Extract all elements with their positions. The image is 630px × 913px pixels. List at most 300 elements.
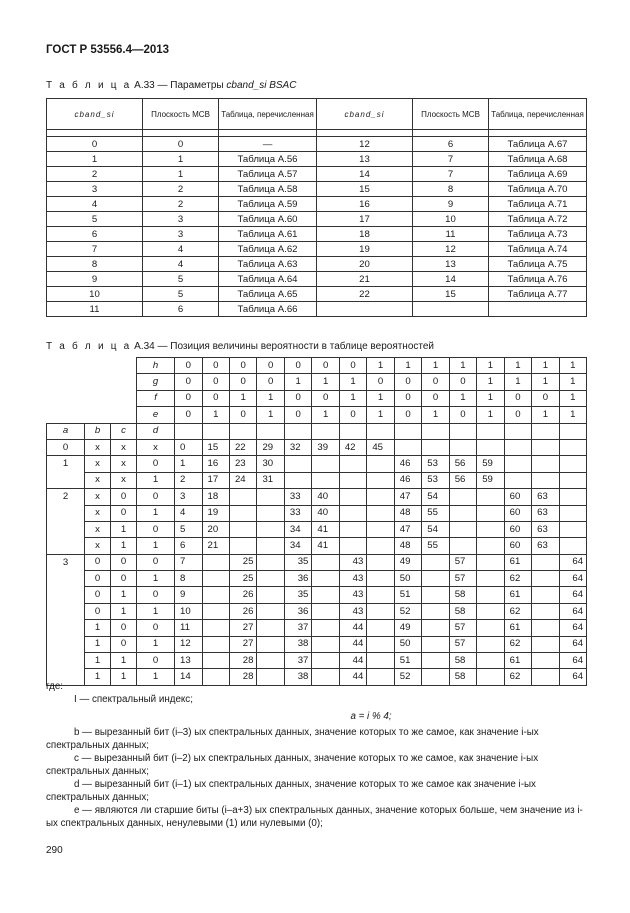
bit-value: 0 bbox=[339, 407, 366, 423]
bit-value: 1 bbox=[504, 358, 531, 374]
table-cell: 1 bbox=[47, 152, 143, 167]
bcd-value: 0 bbox=[111, 636, 137, 652]
position-value bbox=[532, 653, 559, 669]
position-value bbox=[422, 439, 449, 455]
position-value: 29 bbox=[257, 439, 284, 455]
position-value: 46 bbox=[394, 472, 421, 488]
empty-cell bbox=[202, 423, 229, 439]
header-bit-row bbox=[47, 407, 587, 423]
position-value: 62 bbox=[504, 636, 531, 652]
position-value bbox=[312, 472, 339, 488]
position-value: 21 bbox=[202, 538, 229, 554]
table-cell: 12 bbox=[317, 137, 413, 152]
table-cell: 0 bbox=[143, 137, 219, 152]
position-value bbox=[257, 636, 284, 652]
position-value: 59 bbox=[477, 456, 504, 472]
position-value bbox=[229, 538, 256, 554]
position-value bbox=[477, 439, 504, 455]
bcd-value: x bbox=[111, 456, 137, 472]
a-value: 0 bbox=[47, 439, 85, 455]
position-value bbox=[367, 505, 394, 521]
bit-value: 0 bbox=[257, 374, 284, 390]
position-value: 11 bbox=[175, 620, 202, 636]
bcd-value: 0 bbox=[137, 554, 175, 570]
position-value: 64 bbox=[559, 669, 586, 685]
table-cell: Таблица A.64 bbox=[219, 272, 317, 287]
table-cell: 21 bbox=[317, 272, 413, 287]
position-value: 58 bbox=[449, 669, 476, 685]
position-value: 51 bbox=[394, 587, 421, 603]
position-value bbox=[559, 489, 586, 505]
table-row bbox=[47, 227, 587, 242]
table-cell: Таблица A.63 bbox=[219, 257, 317, 272]
table-cell: 1 bbox=[143, 167, 219, 182]
position-value: 10 bbox=[175, 603, 202, 619]
bcd-value: 0 bbox=[85, 554, 111, 570]
position-value bbox=[202, 571, 229, 587]
position-value bbox=[257, 620, 284, 636]
table-a33 bbox=[46, 98, 587, 317]
bit-value: 1 bbox=[559, 374, 586, 390]
bcd-value: 1 bbox=[111, 538, 137, 554]
position-value bbox=[559, 505, 586, 521]
bit-label: f bbox=[137, 390, 175, 406]
position-value: 6 bbox=[175, 538, 202, 554]
position-value bbox=[367, 472, 394, 488]
position-value: 40 bbox=[312, 505, 339, 521]
a-value bbox=[47, 571, 85, 587]
position-value: 9 bbox=[175, 587, 202, 603]
bit-value: 1 bbox=[504, 374, 531, 390]
table-row bbox=[47, 521, 587, 537]
def-i: I — спектральный индекс; bbox=[74, 694, 193, 705]
position-value: 13 bbox=[175, 653, 202, 669]
position-value bbox=[339, 521, 366, 537]
position-value: 58 bbox=[449, 587, 476, 603]
bcd-value: 1 bbox=[85, 669, 111, 685]
bit-value: 0 bbox=[394, 390, 421, 406]
bcd-value: 1 bbox=[85, 636, 111, 652]
table-cell: Таблица A.70 bbox=[489, 182, 587, 197]
position-value bbox=[312, 456, 339, 472]
table-cell: 4 bbox=[47, 197, 143, 212]
bit-value: 0 bbox=[504, 407, 531, 423]
table-row bbox=[47, 439, 587, 455]
bcd-value: x bbox=[85, 456, 111, 472]
empty-cell bbox=[312, 423, 339, 439]
position-value: 63 bbox=[532, 505, 559, 521]
position-value bbox=[367, 571, 394, 587]
position-value bbox=[449, 505, 476, 521]
table-cell: 7 bbox=[413, 152, 489, 167]
position-value: 60 bbox=[504, 521, 531, 537]
position-value: 57 bbox=[449, 636, 476, 652]
bit-value: 0 bbox=[504, 390, 531, 406]
position-value bbox=[339, 472, 366, 488]
bit-value: 0 bbox=[449, 374, 476, 390]
table-cell: 1 bbox=[143, 152, 219, 167]
position-value: 52 bbox=[394, 669, 421, 685]
table-cell: Таблица A.71 bbox=[489, 197, 587, 212]
bit-value: 1 bbox=[229, 390, 256, 406]
position-value bbox=[449, 439, 476, 455]
position-value: 54 bbox=[422, 521, 449, 537]
empty-cell bbox=[449, 423, 476, 439]
caption-number: А.33 — Параметры bbox=[131, 80, 227, 91]
table-cell: 11 bbox=[47, 302, 143, 317]
position-value bbox=[284, 456, 311, 472]
position-value bbox=[367, 636, 394, 652]
position-value: 45 bbox=[367, 439, 394, 455]
table-cell: 19 bbox=[317, 242, 413, 257]
a-value: 1 bbox=[47, 456, 85, 472]
position-value bbox=[422, 571, 449, 587]
empty-cell bbox=[284, 423, 311, 439]
position-value bbox=[504, 439, 531, 455]
position-value: 20 bbox=[202, 521, 229, 537]
empty-cell bbox=[175, 423, 202, 439]
bit-value: 0 bbox=[422, 390, 449, 406]
bcd-value: 0 bbox=[111, 571, 137, 587]
empty-corner bbox=[47, 390, 137, 406]
position-value: 58 bbox=[449, 603, 476, 619]
table-cell: 4 bbox=[143, 257, 219, 272]
empty-cell bbox=[229, 423, 256, 439]
bcd-value: 0 bbox=[85, 603, 111, 619]
bit-value: 1 bbox=[559, 407, 586, 423]
a-value: 2 bbox=[47, 489, 85, 505]
bit-value: 1 bbox=[422, 358, 449, 374]
bit-value: 0 bbox=[394, 374, 421, 390]
position-value: 37 bbox=[284, 653, 311, 669]
table-cell bbox=[489, 302, 587, 317]
bcd-value: 0 bbox=[137, 620, 175, 636]
position-value bbox=[202, 587, 229, 603]
position-value bbox=[229, 489, 256, 505]
position-value bbox=[422, 554, 449, 570]
table-row bbox=[47, 620, 587, 636]
position-value: 27 bbox=[229, 620, 256, 636]
position-value: 43 bbox=[339, 603, 366, 619]
bit-value: 1 bbox=[339, 374, 366, 390]
position-value: 15 bbox=[202, 439, 229, 455]
def-c: c — вырезанный бит (i–2) ых спектральных данных, значение которых то же самое, как значение i-ых спектральных данных; bbox=[46, 753, 539, 777]
position-value bbox=[312, 620, 339, 636]
bcd-value: x bbox=[85, 521, 111, 537]
left-header: b bbox=[85, 423, 111, 439]
table-cell: Таблица A.62 bbox=[219, 242, 317, 257]
position-value bbox=[477, 620, 504, 636]
position-value bbox=[477, 587, 504, 603]
position-value bbox=[532, 439, 559, 455]
position-value bbox=[202, 653, 229, 669]
table-cell: 9 bbox=[47, 272, 143, 287]
bit-value: 1 bbox=[367, 407, 394, 423]
bit-value: 1 bbox=[257, 390, 284, 406]
position-value bbox=[257, 571, 284, 587]
table-cell: 6 bbox=[413, 137, 489, 152]
position-value: 7 bbox=[175, 554, 202, 570]
position-value bbox=[257, 653, 284, 669]
position-value: 47 bbox=[394, 521, 421, 537]
position-value: 35 bbox=[284, 587, 311, 603]
page-number: 290 bbox=[46, 845, 63, 856]
position-value: 43 bbox=[339, 587, 366, 603]
position-value: 0 bbox=[175, 439, 202, 455]
table-cell: 2 bbox=[47, 167, 143, 182]
bcd-value: x bbox=[111, 472, 137, 488]
position-value: 53 bbox=[422, 456, 449, 472]
header-bit-row bbox=[47, 358, 587, 374]
position-value: 57 bbox=[449, 620, 476, 636]
table-a33-caption bbox=[46, 80, 296, 91]
position-value: 48 bbox=[394, 505, 421, 521]
position-value bbox=[312, 653, 339, 669]
position-value bbox=[504, 456, 531, 472]
bit-value: 0 bbox=[422, 374, 449, 390]
bcd-value: 1 bbox=[111, 653, 137, 669]
position-value: 36 bbox=[284, 571, 311, 587]
bcd-value: 1 bbox=[137, 669, 175, 685]
bcd-value: 0 bbox=[111, 489, 137, 505]
position-value bbox=[504, 472, 531, 488]
bit-value: 1 bbox=[477, 407, 504, 423]
bit-value: 0 bbox=[202, 374, 229, 390]
table-row bbox=[47, 489, 587, 505]
position-value bbox=[202, 603, 229, 619]
bit-value: 1 bbox=[559, 358, 586, 374]
notes-section bbox=[46, 680, 586, 830]
position-value: 57 bbox=[449, 571, 476, 587]
table-cell: 0 bbox=[47, 137, 143, 152]
table-cell: 16 bbox=[317, 197, 413, 212]
position-value: 4 bbox=[175, 505, 202, 521]
table-cell: 20 bbox=[317, 257, 413, 272]
position-value: 46 bbox=[394, 456, 421, 472]
table-cell: Таблица A.77 bbox=[489, 287, 587, 302]
bit-value: 1 bbox=[422, 407, 449, 423]
position-value: 35 bbox=[284, 554, 311, 570]
bit-value: 0 bbox=[175, 390, 202, 406]
position-value bbox=[449, 489, 476, 505]
bcd-value: x bbox=[85, 505, 111, 521]
bit-value: 0 bbox=[257, 358, 284, 374]
position-value bbox=[532, 554, 559, 570]
bcd-value: x bbox=[85, 489, 111, 505]
bit-value: 0 bbox=[284, 358, 311, 374]
table-cell: Таблица A.74 bbox=[489, 242, 587, 257]
position-value: 34 bbox=[284, 538, 311, 554]
table-cell: 8 bbox=[47, 257, 143, 272]
position-value: 33 bbox=[284, 489, 311, 505]
table-cell: 3 bbox=[143, 212, 219, 227]
table-cell: 7 bbox=[413, 167, 489, 182]
table-cell: 6 bbox=[143, 302, 219, 317]
bcd-value: 0 bbox=[137, 521, 175, 537]
position-value bbox=[477, 603, 504, 619]
col-table-listed-2: Таблица, перечисленная bbox=[489, 99, 587, 130]
position-value: 12 bbox=[175, 636, 202, 652]
position-value bbox=[367, 653, 394, 669]
table-a34-caption bbox=[46, 341, 434, 352]
empty-cell bbox=[532, 423, 559, 439]
position-value: 33 bbox=[284, 505, 311, 521]
bcd-value: 1 bbox=[137, 505, 175, 521]
empty-cell bbox=[367, 423, 394, 439]
position-value: 31 bbox=[257, 472, 284, 488]
left-header: c bbox=[111, 423, 137, 439]
table-cell: 17 bbox=[317, 212, 413, 227]
bit-value: 1 bbox=[202, 407, 229, 423]
table-cell bbox=[413, 302, 489, 317]
position-value: 51 bbox=[394, 653, 421, 669]
table-cell: 2 bbox=[143, 182, 219, 197]
table-cell: 5 bbox=[47, 212, 143, 227]
position-value: 64 bbox=[559, 620, 586, 636]
position-value: 56 bbox=[449, 472, 476, 488]
position-value: 57 bbox=[449, 554, 476, 570]
position-value bbox=[559, 439, 586, 455]
position-value bbox=[477, 571, 504, 587]
position-value bbox=[449, 521, 476, 537]
position-value: 42 bbox=[339, 439, 366, 455]
position-value bbox=[532, 636, 559, 652]
empty-cell bbox=[504, 423, 531, 439]
def-d: d — вырезанный бит (i–1) ых спектральных данных, значение которых то же самое как значение i-ых спектральных данных; bbox=[46, 779, 536, 803]
table-cell: 6 bbox=[47, 227, 143, 242]
position-value bbox=[367, 620, 394, 636]
position-value: 56 bbox=[449, 456, 476, 472]
position-value bbox=[312, 571, 339, 587]
position-value: 60 bbox=[504, 489, 531, 505]
position-value: 63 bbox=[532, 489, 559, 505]
table-cell: 12 bbox=[413, 242, 489, 257]
bit-value: 1 bbox=[449, 390, 476, 406]
position-value bbox=[532, 587, 559, 603]
position-value bbox=[284, 472, 311, 488]
empty-cell bbox=[477, 423, 504, 439]
position-value: 17 bbox=[202, 472, 229, 488]
a-value bbox=[47, 587, 85, 603]
position-value bbox=[257, 554, 284, 570]
position-value: 49 bbox=[394, 554, 421, 570]
bit-value: 1 bbox=[532, 407, 559, 423]
position-value bbox=[422, 603, 449, 619]
empty-cell bbox=[257, 423, 284, 439]
position-value bbox=[367, 587, 394, 603]
position-value bbox=[257, 587, 284, 603]
caption-prefix: Т а б л и ц а bbox=[46, 341, 132, 352]
bcd-value: 0 bbox=[111, 505, 137, 521]
position-value bbox=[367, 554, 394, 570]
position-value: 61 bbox=[504, 554, 531, 570]
position-value: 44 bbox=[339, 636, 366, 652]
a-value bbox=[47, 505, 85, 521]
table-cell: Таблица A.68 bbox=[489, 152, 587, 167]
table-cell: 11 bbox=[413, 227, 489, 242]
bit-value: 1 bbox=[559, 390, 586, 406]
caption-italic: cband_si BSAC bbox=[226, 80, 297, 91]
position-value bbox=[202, 636, 229, 652]
position-value: 41 bbox=[312, 538, 339, 554]
position-value: 47 bbox=[394, 489, 421, 505]
bcd-value: 1 bbox=[137, 603, 175, 619]
bcd-value: 1 bbox=[137, 472, 175, 488]
bit-value: 0 bbox=[312, 358, 339, 374]
a-value bbox=[47, 603, 85, 619]
table-row bbox=[47, 167, 587, 182]
col-table-listed: Таблица, перечисленная bbox=[219, 99, 317, 130]
table-a33-header-row bbox=[47, 99, 587, 130]
table-cell: 9 bbox=[413, 197, 489, 212]
bit-value: 1 bbox=[532, 358, 559, 374]
def-e: e — являются ли старшие биты (i–a+3) ых спектральных данных, значение которых больше, чем значение из i-ых спектральных данных, ненулевыми (1) или нулевыми (0); bbox=[46, 805, 583, 829]
document-header: ГОСТ Р 53556.4—2013 bbox=[46, 44, 170, 56]
position-value: 62 bbox=[504, 669, 531, 685]
position-value bbox=[229, 521, 256, 537]
bit-value: 1 bbox=[339, 390, 366, 406]
table-row bbox=[47, 636, 587, 652]
position-value bbox=[339, 456, 366, 472]
table-cell: 2 bbox=[143, 197, 219, 212]
position-value: 25 bbox=[229, 571, 256, 587]
bcd-value: 0 bbox=[85, 571, 111, 587]
position-value bbox=[367, 603, 394, 619]
table-cell: Таблица A.72 bbox=[489, 212, 587, 227]
position-value: 27 bbox=[229, 636, 256, 652]
table-row bbox=[47, 653, 587, 669]
table-cell: Таблица A.67 bbox=[489, 137, 587, 152]
position-value: 58 bbox=[449, 653, 476, 669]
position-value: 62 bbox=[504, 603, 531, 619]
header-bit-row bbox=[47, 374, 587, 390]
table-row bbox=[47, 242, 587, 257]
position-value bbox=[532, 603, 559, 619]
caption-prefix: Т а б л и ц а bbox=[46, 80, 132, 91]
position-value: 18 bbox=[202, 489, 229, 505]
bit-value: 0 bbox=[229, 358, 256, 374]
position-value: 53 bbox=[422, 472, 449, 488]
position-value bbox=[312, 587, 339, 603]
position-value: 30 bbox=[257, 456, 284, 472]
bcd-value: 0 bbox=[137, 456, 175, 472]
col-cband-si: cband_si bbox=[47, 99, 143, 130]
empty-cell bbox=[422, 423, 449, 439]
bcd-value: x bbox=[85, 439, 111, 455]
table-row bbox=[47, 197, 587, 212]
col-cband-si-2: cband_si bbox=[317, 99, 413, 130]
position-value bbox=[477, 653, 504, 669]
empty-cell bbox=[339, 423, 366, 439]
bit-value: 0 bbox=[229, 407, 256, 423]
bcd-value: 1 bbox=[137, 571, 175, 587]
table-row bbox=[47, 538, 587, 554]
position-value: 61 bbox=[504, 653, 531, 669]
position-value bbox=[422, 653, 449, 669]
position-value bbox=[202, 620, 229, 636]
position-value: 2 bbox=[175, 472, 202, 488]
bit-value: 0 bbox=[202, 358, 229, 374]
bit-value: 0 bbox=[339, 358, 366, 374]
bit-value: 1 bbox=[477, 390, 504, 406]
bit-value: 1 bbox=[449, 358, 476, 374]
position-value: 44 bbox=[339, 620, 366, 636]
table-row bbox=[47, 152, 587, 167]
table-row bbox=[47, 456, 587, 472]
bit-value: 1 bbox=[477, 358, 504, 374]
bcd-value: x bbox=[137, 439, 175, 455]
empty-corner bbox=[47, 407, 137, 423]
